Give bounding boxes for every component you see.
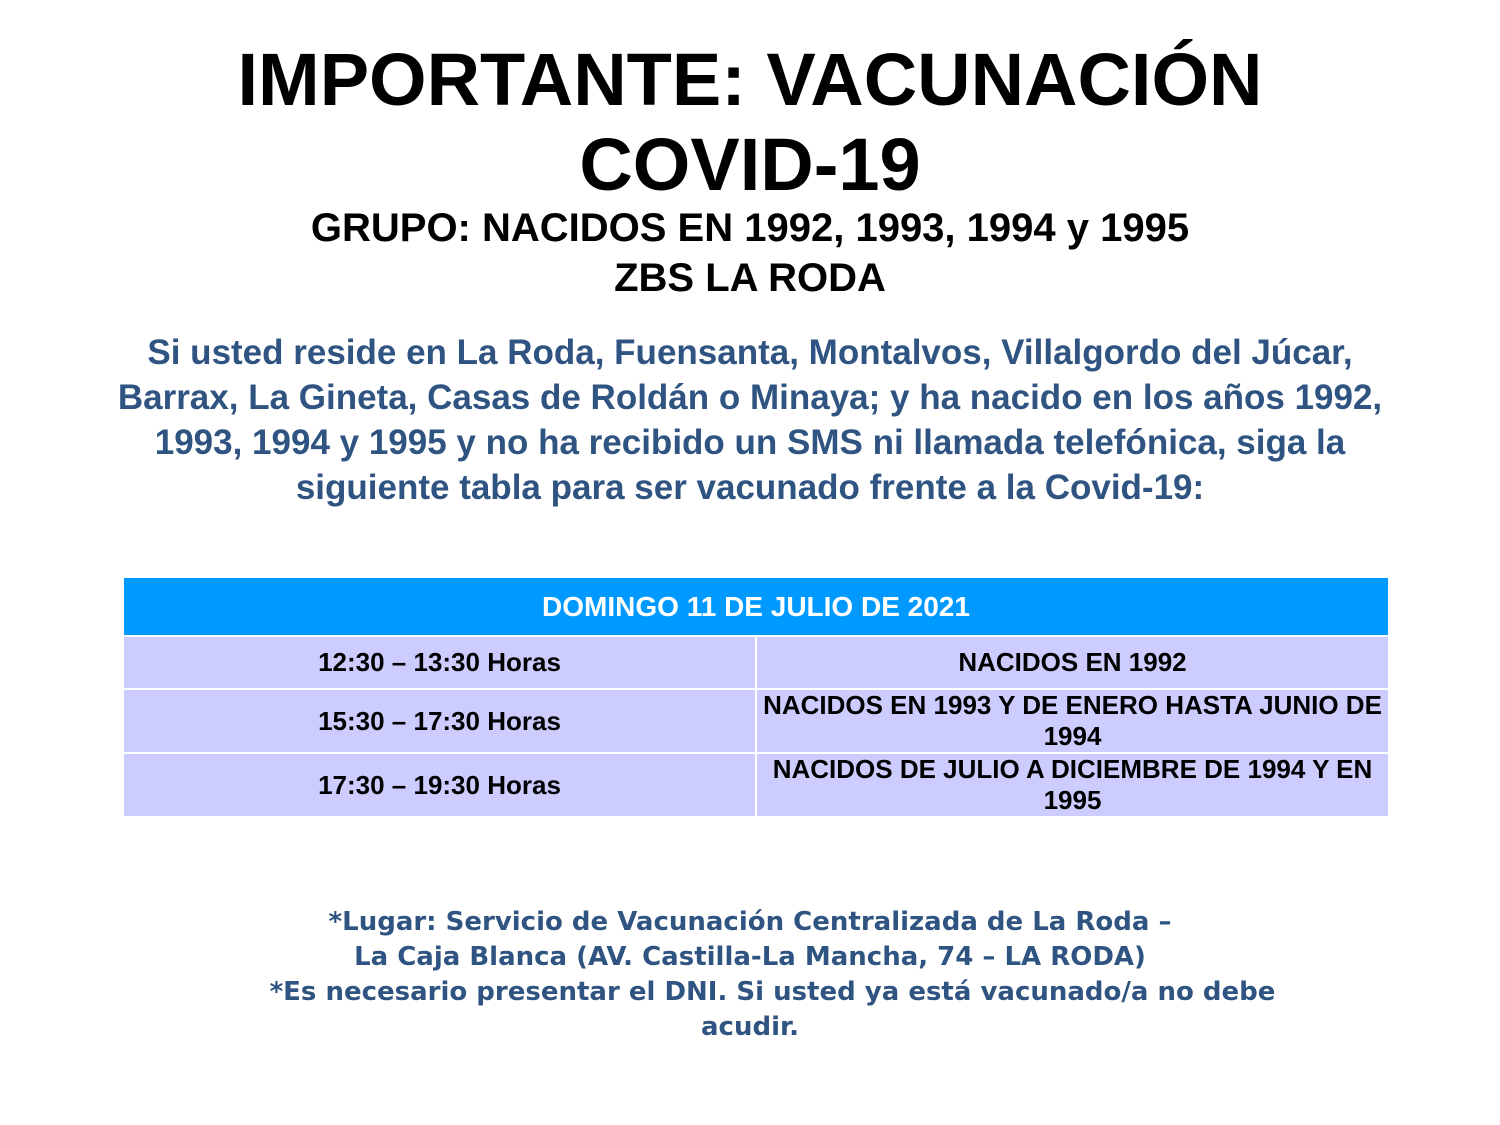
intro-paragraph: Si usted reside en La Roda, Fuensanta, Montalvos, Villalgordo del Júcar, Barrax, La Gineta, Casas de Roldán o Minaya; y ha nacido en los años 1992, 1993, 1994 y 1995 y no ha recibido un SMS ni llamada telefónica, siga la siguiente tabla para ser vacunado frente a la Covid-19:	[117, 333, 1383, 507]
schedule-date-header: DOMINGO 11 DE JULIO DE 2021	[124, 578, 1388, 636]
time-cell: 12:30 – 13:30 Horas	[124, 636, 756, 689]
page-title-line1: IMPORTANTE: VACUNACIÓN	[237, 38, 1263, 121]
group-subtitle: GRUPO: NACIDOS EN 1992, 1993, 1994 y 1995	[310, 206, 1190, 250]
note-line-2: acudir.	[701, 1012, 799, 1042]
schedule-table	[124, 578, 1388, 816]
group-cell: NACIDOS EN 1993 Y DE ENERO HASTA JUNIO DE 1994	[756, 689, 1388, 753]
schedule-header-row	[124, 578, 1388, 636]
group-cell: NACIDOS DE JULIO A DICIEMBRE DE 1994 Y EN 1995	[756, 753, 1388, 816]
place-line-1: *Lugar: Servicio de Vacunación Centralizada de La Roda –	[328, 907, 1172, 937]
group-cell: NACIDOS EN 1992	[756, 636, 1388, 689]
time-cell: 17:30 – 19:30 Horas	[124, 753, 756, 816]
place-line-2: La Caja Blanca (AV. Castilla-La Mancha, 74 – LA RODA)	[354, 942, 1146, 972]
table-row	[124, 636, 1388, 689]
table-row	[124, 753, 1388, 816]
note-line-1: *Es necesario presentar el DNI. Si usted ya está vacunado/a no debe	[269, 977, 1276, 1007]
table-row	[124, 689, 1388, 753]
page-title-line2: COVID-19	[579, 123, 921, 206]
footer-notes	[0, 905, 1500, 1045]
time-cell: 15:30 – 17:30 Horas	[124, 689, 756, 753]
zone-subtitle: ZBS LA RODA	[614, 256, 886, 300]
